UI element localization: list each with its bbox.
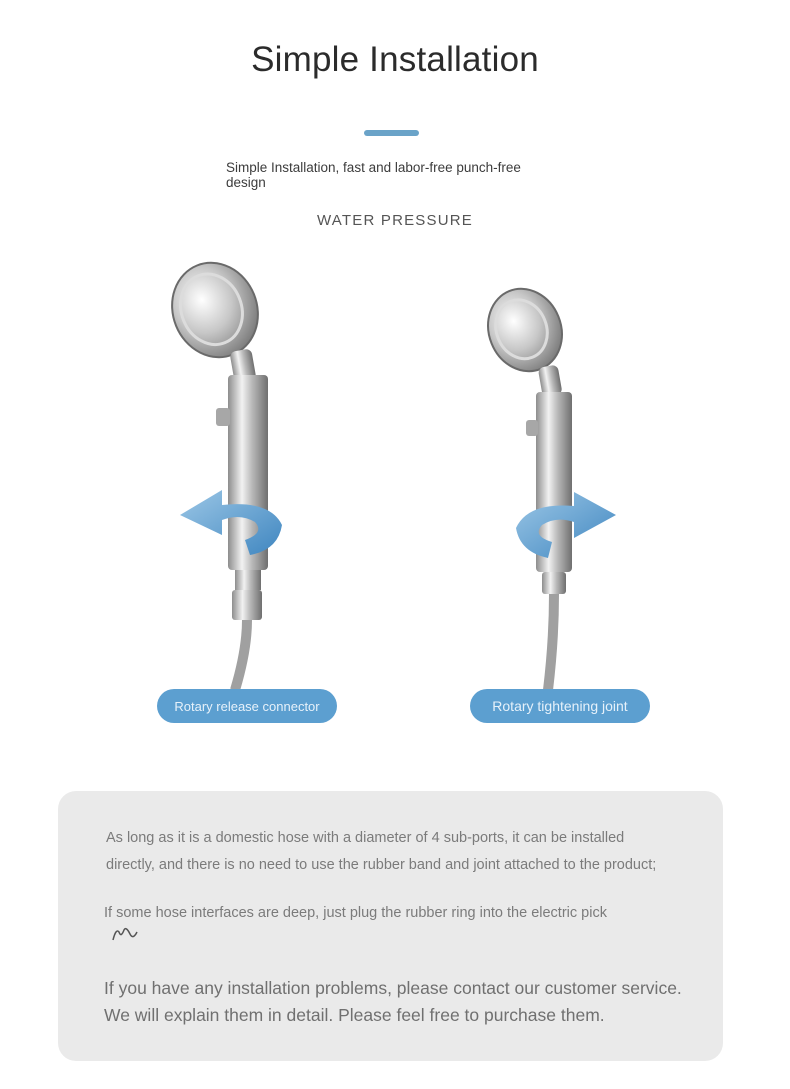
intro-subtitle: Simple Installation, fast and labor-free punch-free design (226, 160, 521, 190)
shower-head-icon (470, 280, 640, 690)
info-paragraph-hose: As long as it is a domestic hose with a diameter of 4 sub-ports, it can be installed directly, and there is no need to use the rubber band and joint attached to the product; (106, 830, 657, 873)
label-rotary-release-connector: Rotary release connector (157, 689, 337, 723)
shower-head-icon (150, 250, 350, 690)
product-image-right (470, 280, 640, 690)
info-paragraph-rubber-ring: If some hose interfaces are deep, just plug the rubber ring into the electric pick (104, 905, 607, 921)
label-rotary-tightening-joint: Rotary tightening joint (470, 689, 650, 723)
title-accent-divider (364, 130, 419, 136)
info-paragraph-contact: If you have any installation problems, please contact our customer service. We will explain them in detail. Please feel free to purchase them. (104, 978, 682, 1025)
scribble-mark-icon (110, 924, 140, 944)
product-image-left (150, 250, 350, 690)
page-title: Simple Installation (251, 40, 539, 79)
section-label: WATER PRESSURE (317, 212, 473, 229)
